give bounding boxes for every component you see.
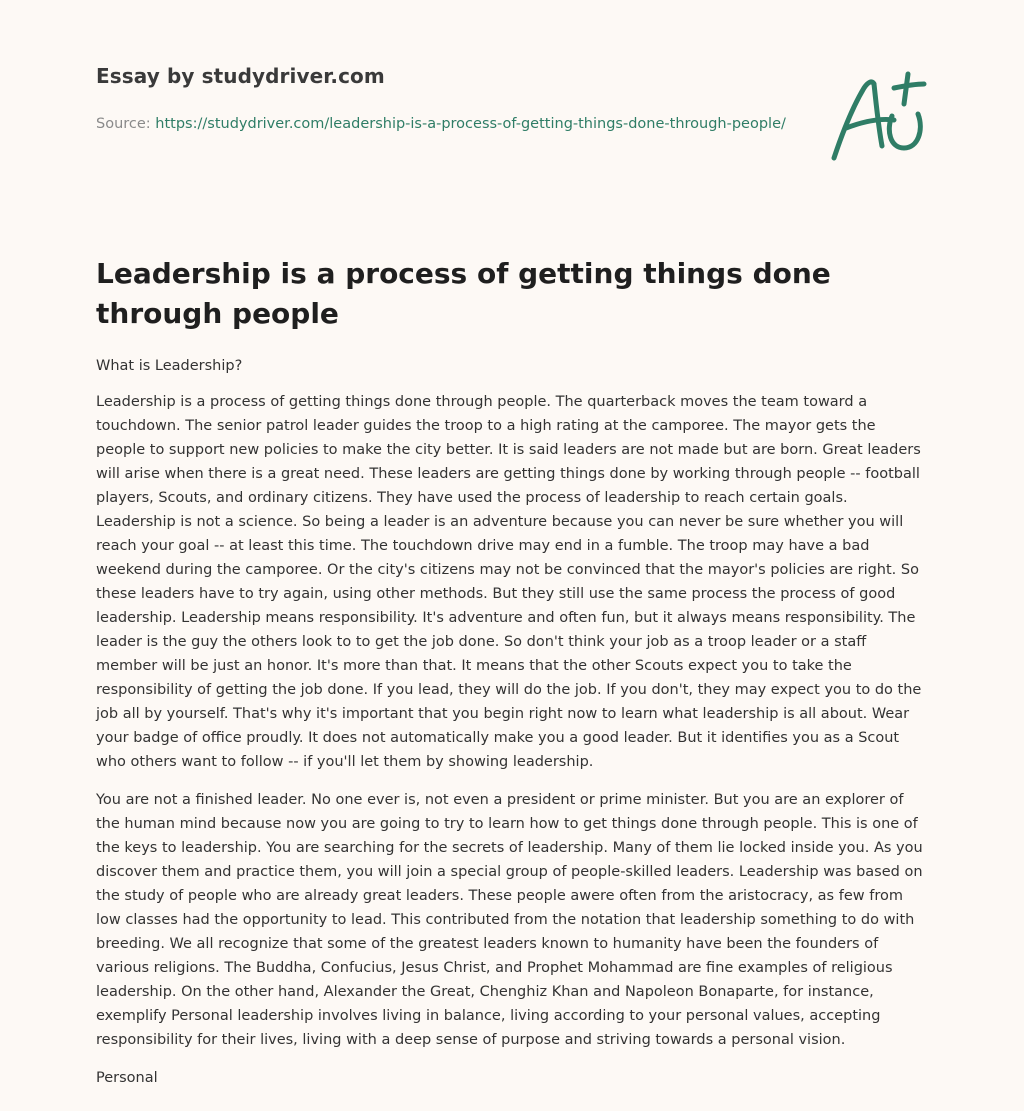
source-line (96, 112, 796, 136)
essay-content (96, 354, 928, 1102)
essay-trailing-heading: Personal (96, 1070, 158, 1086)
essay-paragraph: Leadership is a process of getting things done through people. The quarterback moves the team toward a touchdown. The senior patrol leader guides the troop to a high rating at the camporee. The mayor gets the people to support new policies to make the city better. It is said leaders are not made but are born. Great leaders will arise when there is a great need. These leaders are getting things done by working through people -- football players, Scouts, and ordinary citizens. They have used the process of leadership to reach certain goals. Leadership is not a science. So being a leader is an adventure because you can never be sure whether you will reach your goal -- at least this time. The touchdown drive may end in a fumble. The troop may have a bad weekend during the camporee. Or the city's citizens may not be convinced that the mayor's policies are right. So these leaders have to try again, using other methods. But they still use the same process the process of good leadership. Leadership means responsibility. It's adventure and often fun, but it always means responsibility. The leader is the guy the others look to to get the job done. So don't think your job as a troop leader or a staff member will be just an honor. It's more than that. It means that the other Scouts expect you to take the responsibility of getting the job done. If you lead, they will do the job. If you don't, they may expect you to do the job all by yourself. That's why it's important that you begin right now to learn what leadership is all about. Wear your badge of office proudly. It does not automatically make you a good leader. But it identifies you as a Scout who others want to follow -- if you'll let them by showing leadership. (96, 394, 922, 770)
source-link[interactable]: https://studydriver.com/leadership-is-a-process-of-getting-things-done-through-people/ (155, 116, 786, 132)
source-label: Source: (96, 116, 151, 132)
essay-subheading: What is Leadership? (96, 358, 243, 374)
site-title: Essay by studydriver.com (96, 64, 385, 88)
a-plus-logo-icon (828, 68, 928, 164)
essay-paragraph: You are not a finished leader. No one ever is, not even a president or prime minister. But you are an explorer of the human mind because now you are going to try to learn how to get things done through people. This is one of the keys to leadership. You are searching for the secrets of leadership. Many of them lie locked inside you. As you discover them and practice them, you will join a special group of people-skilled leaders. Leadership was based on the study of people who are already great leaders. These people awere often from the aristocracy, as few from low classes had the opportunity to lead. This contributed from the notation that leadership something to do with breeding. We all recognize that some of the greatest leaders known to humanity have been the founders of various religions. The Buddha, Confucius, Jesus Christ, and Prophet Mohammad are fine examples of religious leadership. On the other hand, Alexander the Great, Chenghiz Khan and Napoleon Bonaparte, for instance, exemplify Personal leadership involves living in balance, living according to your personal values, accepting responsibility for their lives, living with a deep sense of purpose and striving towards a personal vision. (96, 792, 923, 1048)
essay-title: Leadership is a process of getting things done through people (96, 257, 831, 330)
